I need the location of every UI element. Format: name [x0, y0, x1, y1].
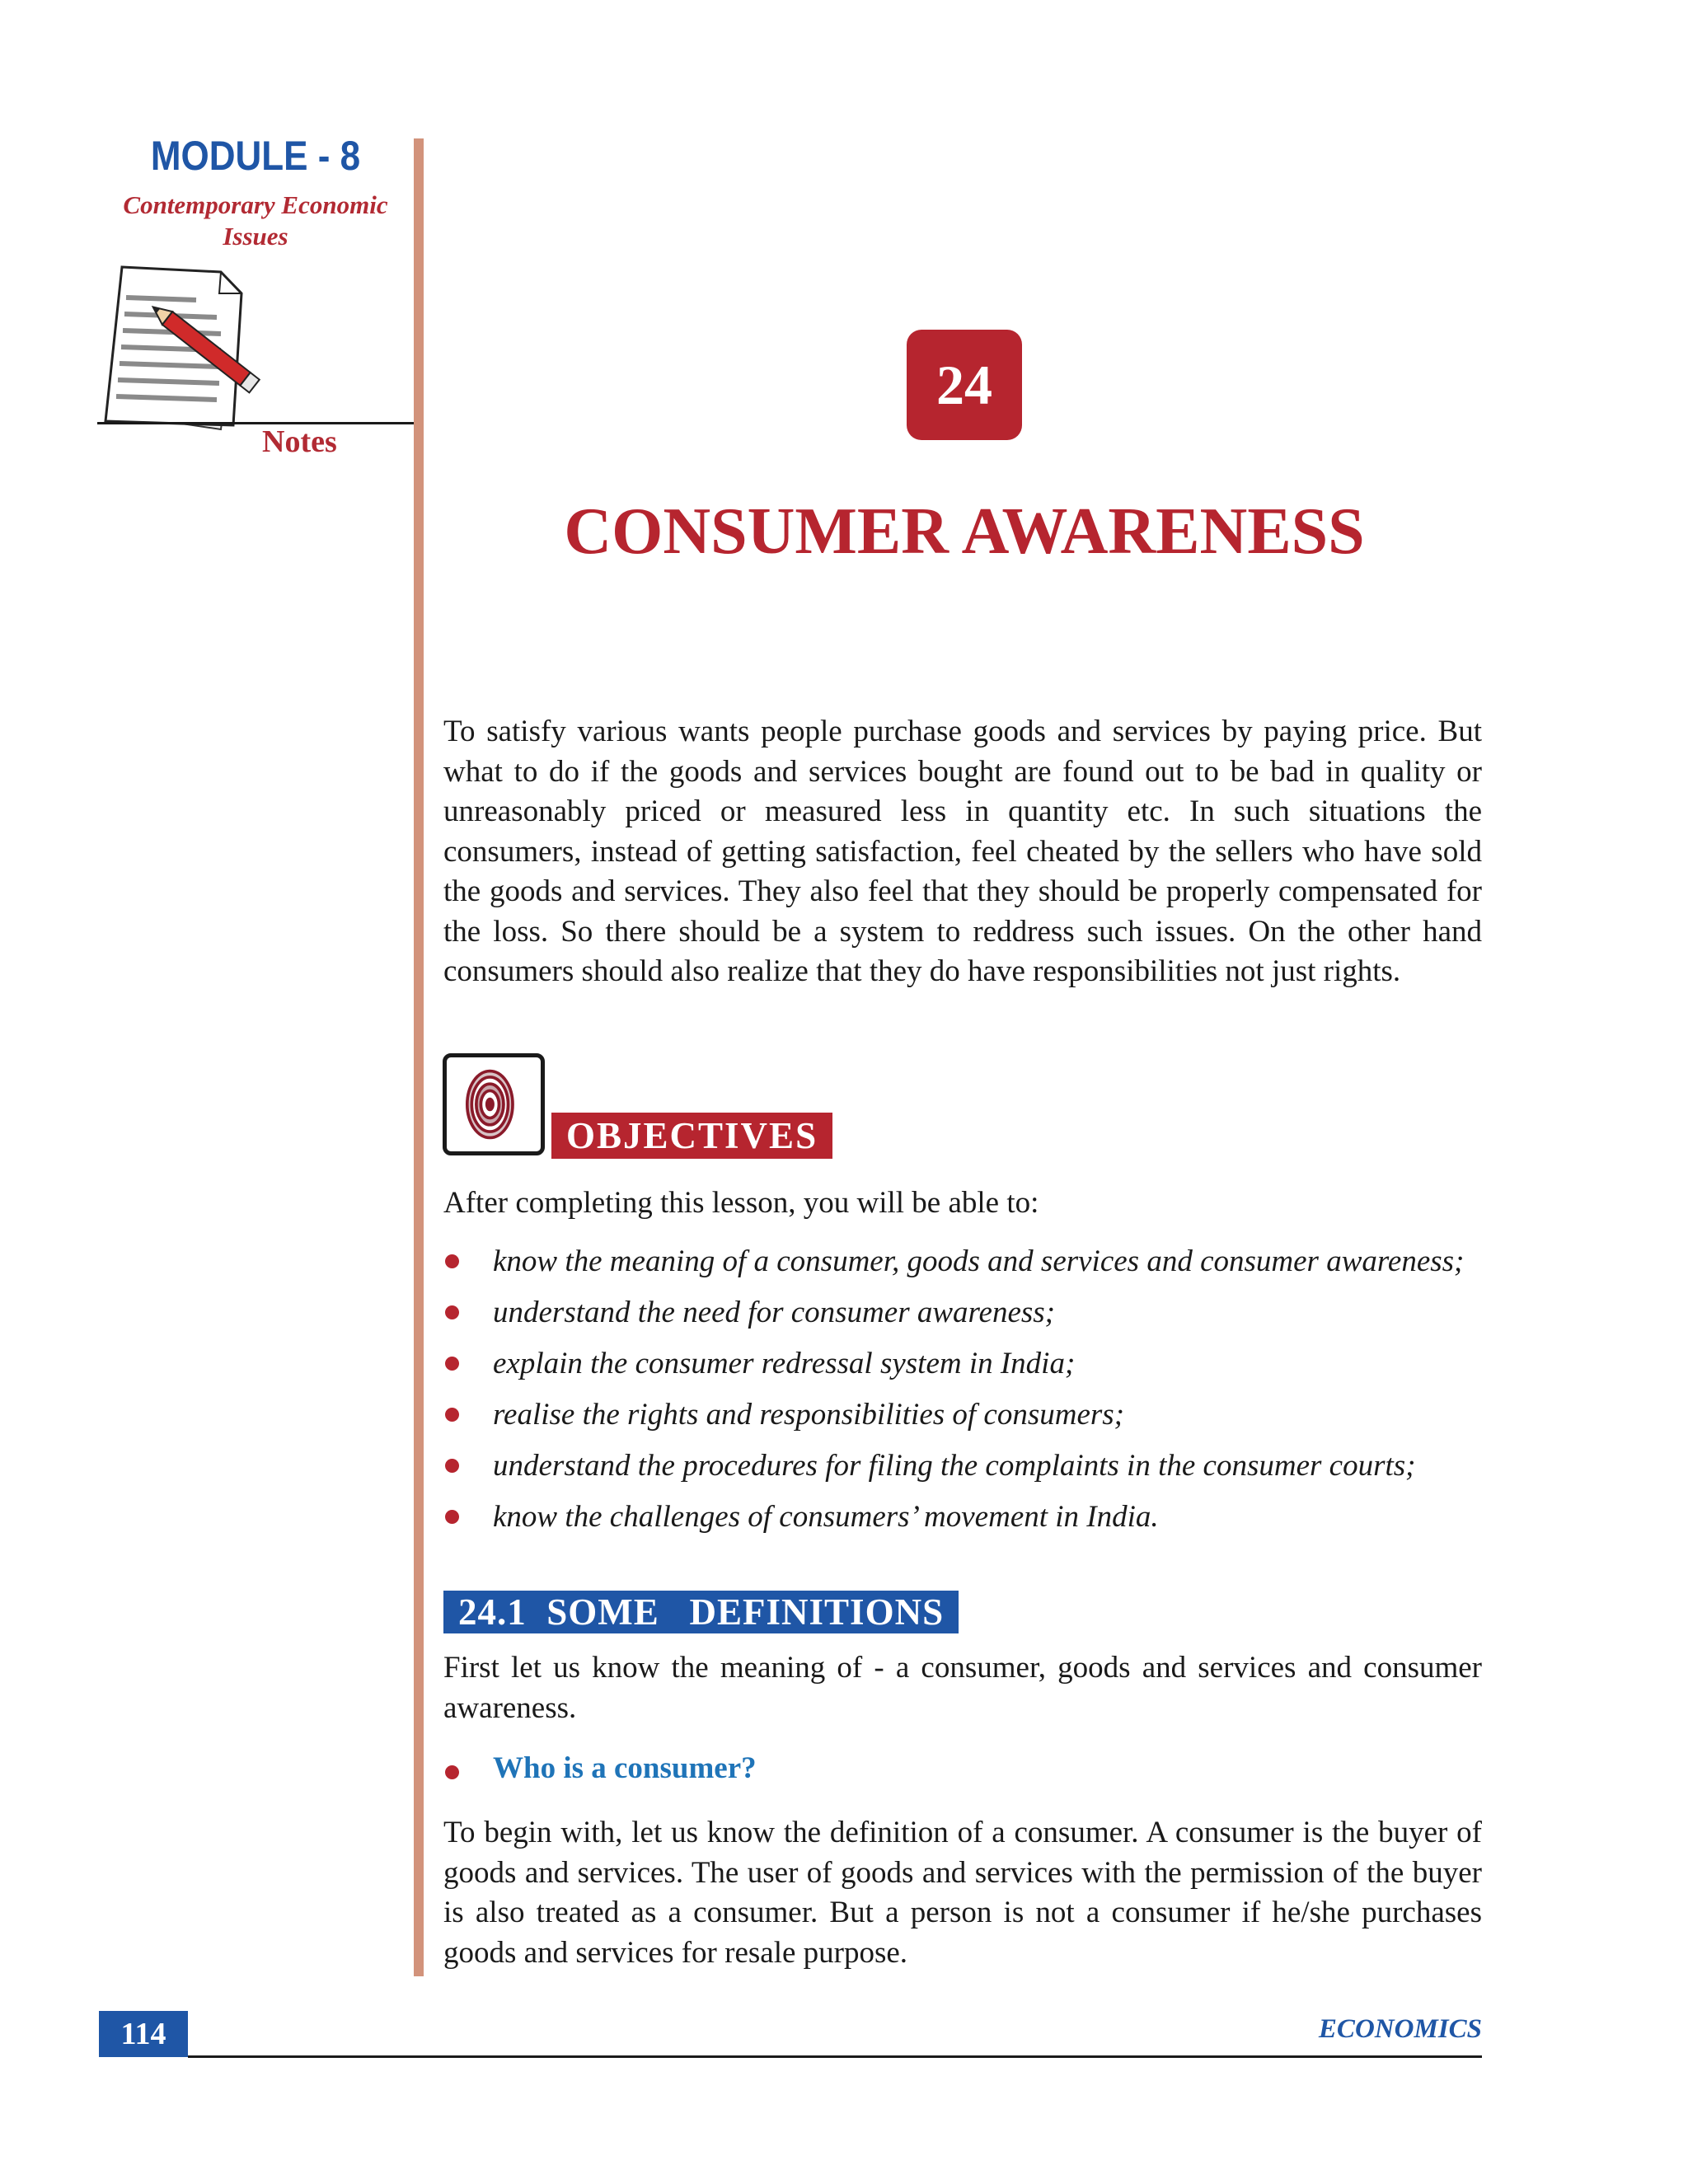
objective-item: understand the need for consumer awareness; — [443, 1287, 1482, 1338]
module-subtitle-line1: Contemporary Economic — [123, 190, 388, 219]
subquestion-heading: Who is a consumer? — [443, 1750, 757, 1786]
chapter-title: CONSUMER AWARENESS — [564, 495, 1365, 568]
bullet-icon — [445, 1254, 459, 1268]
target-icon — [443, 1053, 545, 1155]
objectives-list — [443, 1236, 1482, 1543]
module-title: MODULE - 8 — [150, 133, 361, 179]
objective-item: explain the consumer redressal system in India; — [443, 1338, 1482, 1390]
notes-label: Notes — [262, 424, 337, 459]
bullet-icon — [445, 1459, 459, 1473]
definition-paragraph: To begin with, let us know the definition of a consumer. A consumer is the buyer of goods and services. The user of goods and services with the permission of the buyer is also treated as a consumer. But a person is not a consumer if he/she purchases goods and services for resale purpose. — [443, 1816, 1482, 1970]
bullet-icon — [445, 1305, 459, 1319]
intro-paragraph: To satisfy various wants people purchase goods and services by paying price. But what to do if the goods and services bought are found out to be bad in quality or unreasonably priced or measured less in quantity etc. In such situations the consumers, instead of getting satisfaction, feel cheated by the sellers who have sold the goods and services. They also feel that they should be properly compensated for the loss. So there should be a system to reddress such issues. On the other hand consumers should also realize that they do have responsibilities not just rights. — [443, 715, 1482, 988]
objective-item: understand the procedures for filing the complaints in the consumer courts; — [443, 1441, 1482, 1492]
objective-item: realise the rights and responsibilities of consumers; — [443, 1390, 1482, 1441]
bullet-icon — [445, 1510, 459, 1524]
footer-rule — [188, 2055, 1482, 2058]
module-subtitle — [99, 190, 412, 252]
notes-rule — [97, 422, 415, 424]
objective-item: know the meaning of a consumer, goods and services and consumer awareness; — [443, 1236, 1482, 1287]
margin-bar — [414, 138, 424, 1976]
chapter-number-badge: 24 — [907, 330, 1022, 440]
bullet-icon — [445, 1408, 459, 1422]
section-heading: 24.1 SOME DEFINITIONS — [443, 1591, 959, 1633]
objectives-intro: After completing this lesson, you will be able to: — [443, 1186, 1039, 1220]
module-subtitle-line2: Issues — [223, 222, 288, 251]
objective-item: know the challenges of consumers’ movement in India. — [443, 1492, 1482, 1543]
footer-subject: ECONOMICS — [1318, 2014, 1482, 2044]
page-number: 114 — [99, 2011, 188, 2057]
objectives-label: OBJECTIVES — [551, 1113, 832, 1159]
bullet-icon — [445, 1765, 459, 1779]
bullet-icon — [445, 1357, 459, 1371]
section-intro: First let us know the meaning of - a consumer, goods and services and consumer awareness. — [443, 1651, 1482, 1725]
